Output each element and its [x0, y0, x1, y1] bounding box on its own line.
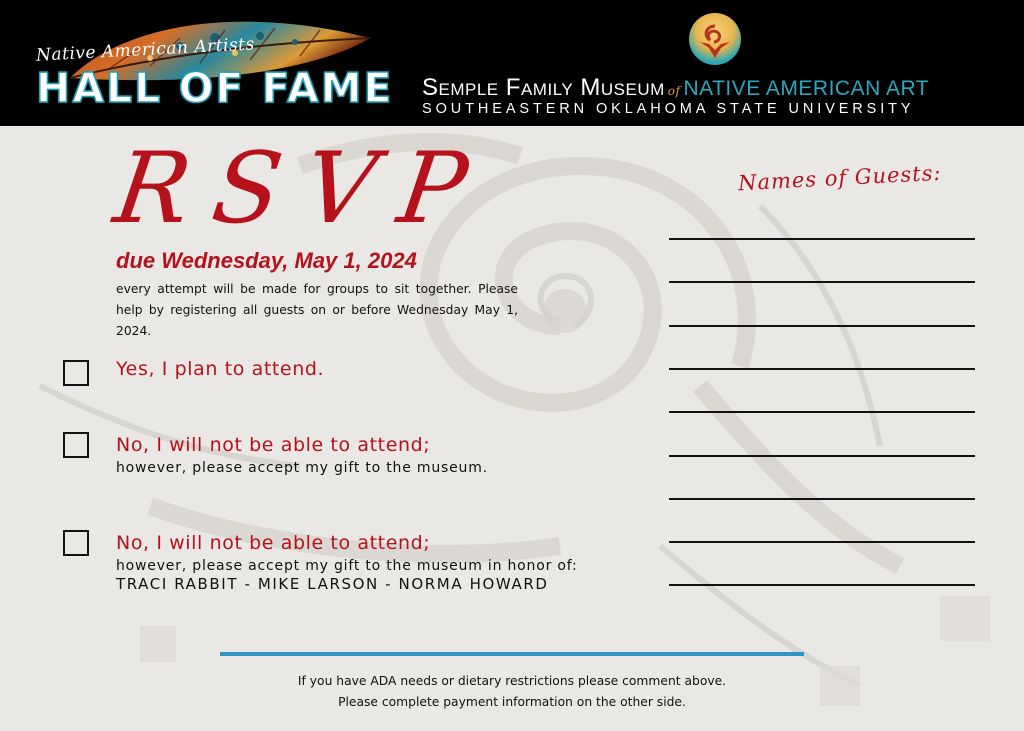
guest-name-line[interactable] [669, 411, 975, 413]
header-band [0, 0, 1024, 126]
guest-name-line[interactable] [669, 455, 975, 457]
museum-name-part2: NATIVE AMERICAN ART [683, 77, 930, 100]
attend-yes-label: Yes, I plan to attend. [116, 358, 325, 380]
due-date: due Wednesday, May 1, 2024 [116, 248, 417, 273]
museum-name-of: of [667, 84, 681, 98]
museum-name-part1: Semple Family Museum [422, 74, 665, 101]
attend-no-gift-checkbox[interactable] [63, 432, 89, 458]
attend-yes-checkbox[interactable] [63, 360, 89, 386]
guest-name-line[interactable] [669, 584, 975, 586]
guest-name-line[interactable] [669, 325, 975, 327]
guest-name-line[interactable] [669, 238, 975, 240]
attend-no-gift-note: however, please accept my gift to the museum. [116, 460, 488, 476]
university-name: SOUTHEASTERN OKLAHOMA STATE UNIVERSITY [422, 101, 915, 117]
guest-name-line[interactable] [669, 541, 975, 543]
guest-name-line[interactable] [669, 281, 975, 283]
honorees-list: TRACI RABBIT - MIKE LARSON - NORMA HOWARD [116, 575, 549, 593]
attend-no-honor-note: however, please accept my gift to the museum in honor of: [116, 558, 578, 574]
guest-name-line[interactable] [669, 368, 975, 370]
attend-no-honor-label: No, I will not be able to attend; [116, 532, 431, 554]
rsvp-title: RSVP [107, 132, 498, 246]
footer-payment-note: Please complete payment information on the other side. [338, 695, 686, 709]
hall-of-fame-title: HALL OF FAME [36, 64, 394, 112]
intro-text: every attempt will be made for groups to sit together. Please help by registering all guests on or before Wednesday May 1, 2024. [116, 282, 518, 338]
attend-no-gift-label: No, I will not be able to attend; [116, 434, 431, 456]
guest-name-line[interactable] [669, 498, 975, 500]
footer-divider [220, 652, 804, 656]
attend-no-honor-checkbox[interactable] [63, 530, 89, 556]
guests-title: Names of Guests: [737, 160, 943, 196]
hall-of-fame-script: Native American Artists [35, 34, 256, 66]
museum-logo-icon [688, 12, 742, 66]
museum-name [422, 74, 929, 102]
footer-ada-note: If you have ADA needs or dietary restrictions please comment above. [297, 674, 727, 688]
